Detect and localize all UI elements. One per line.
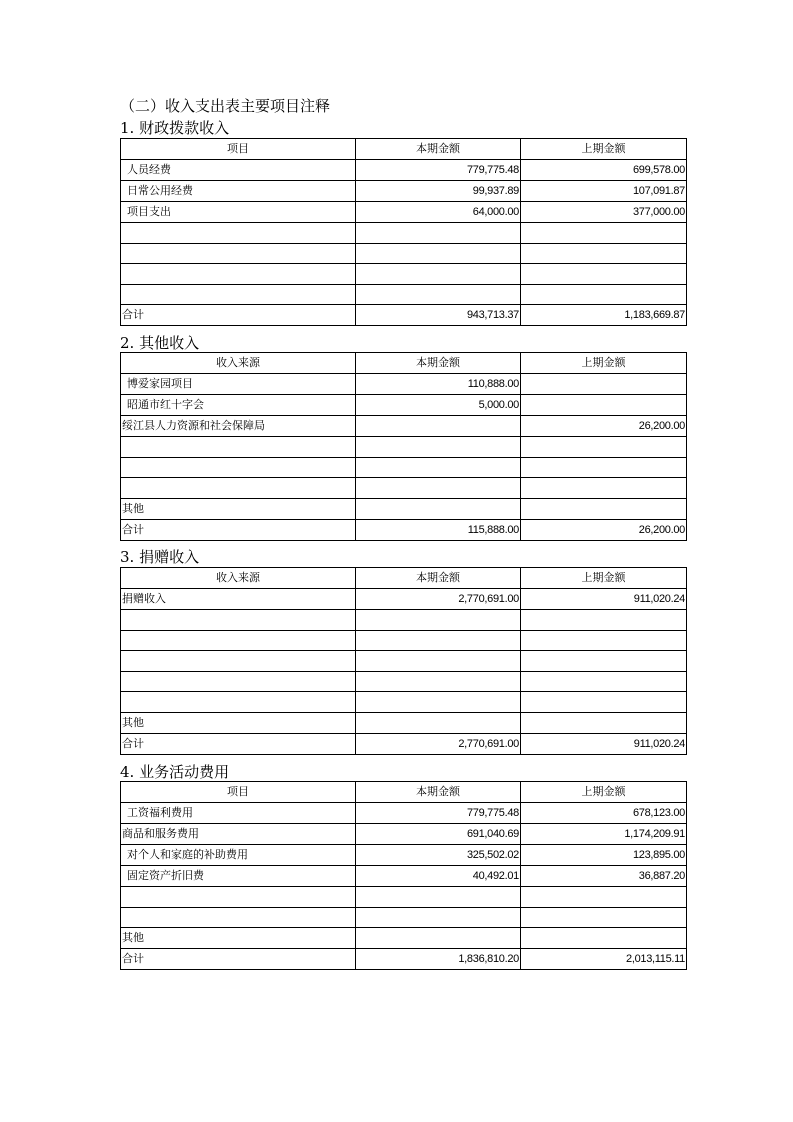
row-label: 合计 — [121, 949, 356, 970]
notes-table — [120, 567, 687, 755]
table-row — [121, 845, 687, 866]
previous-amount: 1,183,669.87 — [521, 305, 687, 326]
previous-amount — [521, 928, 687, 949]
row-label: 合计 — [121, 305, 356, 326]
table-row — [121, 803, 687, 824]
previous-amount — [521, 498, 687, 519]
previous-amount: 36,887.20 — [521, 866, 687, 887]
column-header: 收入来源 — [121, 353, 356, 374]
current-amount: 779,775.48 — [356, 803, 521, 824]
table-row — [121, 284, 687, 305]
table-row — [121, 866, 687, 887]
table-row — [121, 395, 687, 416]
previous-amount: 107,091.87 — [521, 181, 687, 202]
row-label — [121, 907, 356, 928]
current-amount: 110,888.00 — [356, 374, 521, 395]
previous-amount — [521, 223, 687, 244]
row-label: 项目支出 — [121, 202, 356, 223]
current-amount — [356, 928, 521, 949]
total-row — [121, 519, 687, 540]
current-amount — [356, 671, 521, 692]
current-amount: 779,775.48 — [356, 160, 521, 181]
previous-amount: 911,020.24 — [521, 733, 687, 754]
previous-amount: 911,020.24 — [521, 589, 687, 610]
table-row — [121, 478, 687, 499]
table-row — [121, 651, 687, 672]
column-header: 本期金额 — [356, 353, 521, 374]
table-row — [121, 589, 687, 610]
notes-table — [120, 352, 687, 541]
table-row — [121, 498, 687, 519]
previous-amount — [521, 887, 687, 908]
current-amount — [356, 478, 521, 499]
table-row — [121, 671, 687, 692]
current-amount: 1,836,810.20 — [356, 949, 521, 970]
row-label — [121, 243, 356, 264]
column-header: 本期金额 — [356, 782, 521, 803]
row-label: 其他 — [121, 712, 356, 733]
column-header: 项目 — [121, 139, 356, 160]
row-label — [121, 223, 356, 244]
table-row — [121, 692, 687, 713]
table-row — [121, 160, 687, 181]
table-row — [121, 907, 687, 928]
table-row — [121, 610, 687, 631]
row-label: 昭通市红十字会 — [121, 395, 356, 416]
total-row — [121, 305, 687, 326]
row-label: 捐赠收入 — [121, 589, 356, 610]
row-label: 商品和服务费用 — [121, 824, 356, 845]
current-amount: 943,713.37 — [356, 305, 521, 326]
current-amount — [356, 887, 521, 908]
table-row — [121, 223, 687, 244]
row-label: 博爱家园项目 — [121, 374, 356, 395]
row-label — [121, 651, 356, 672]
previous-amount — [521, 712, 687, 733]
table-row — [121, 243, 687, 264]
section-title: 3. 捐赠收入 — [120, 548, 200, 566]
row-label — [121, 264, 356, 285]
current-amount — [356, 457, 521, 478]
current-amount — [356, 284, 521, 305]
previous-amount — [521, 457, 687, 478]
previous-amount — [521, 395, 687, 416]
total-row — [121, 733, 687, 754]
table-header-row — [121, 568, 687, 589]
previous-amount — [521, 374, 687, 395]
notes-table — [120, 138, 687, 326]
row-label: 人员经费 — [121, 160, 356, 181]
row-label — [121, 692, 356, 713]
previous-amount: 678,123.00 — [521, 803, 687, 824]
previous-amount — [521, 671, 687, 692]
current-amount: 691,040.69 — [356, 824, 521, 845]
table-row — [121, 202, 687, 223]
total-row — [121, 949, 687, 970]
previous-amount: 1,174,209.91 — [521, 824, 687, 845]
current-amount — [356, 907, 521, 928]
current-amount — [356, 243, 521, 264]
row-label: 日常公用经费 — [121, 181, 356, 202]
previous-amount: 699,578.00 — [521, 160, 687, 181]
previous-amount — [521, 610, 687, 631]
current-amount: 2,770,691.00 — [356, 589, 521, 610]
current-amount: 5,000.00 — [356, 395, 521, 416]
table-row — [121, 181, 687, 202]
section-title: 2. 其他收入 — [120, 334, 200, 352]
row-label — [121, 478, 356, 499]
current-amount — [356, 651, 521, 672]
column-header: 上期金额 — [521, 139, 687, 160]
row-label — [121, 437, 356, 458]
previous-amount: 2,013,115.11 — [521, 949, 687, 970]
table-header-row — [121, 353, 687, 374]
table-row — [121, 374, 687, 395]
row-label — [121, 284, 356, 305]
current-amount — [356, 630, 521, 651]
row-label — [121, 457, 356, 478]
previous-amount — [521, 907, 687, 928]
row-label: 其他 — [121, 498, 356, 519]
table-row — [121, 887, 687, 908]
current-amount: 64,000.00 — [356, 202, 521, 223]
current-amount: 99,937.89 — [356, 181, 521, 202]
current-amount: 2,770,691.00 — [356, 733, 521, 754]
column-header: 本期金额 — [356, 139, 521, 160]
page-title: （二）收入支出表主要项目注释 — [120, 97, 331, 115]
table-header-row — [121, 782, 687, 803]
previous-amount — [521, 651, 687, 672]
current-amount: 115,888.00 — [356, 519, 521, 540]
column-header: 收入来源 — [121, 568, 356, 589]
current-amount — [356, 264, 521, 285]
row-label: 工资福利费用 — [121, 803, 356, 824]
table-row — [121, 437, 687, 458]
row-label: 合计 — [121, 519, 356, 540]
row-label: 对个人和家庭的补助费用 — [121, 845, 356, 866]
current-amount — [356, 610, 521, 631]
previous-amount — [521, 284, 687, 305]
current-amount — [356, 498, 521, 519]
section-title: 1. 财政拨款收入 — [120, 119, 230, 137]
table-row — [121, 630, 687, 651]
column-header: 本期金额 — [356, 568, 521, 589]
row-label: 其他 — [121, 928, 356, 949]
table-row — [121, 416, 687, 437]
current-amount — [356, 416, 521, 437]
table-row — [121, 712, 687, 733]
column-header: 上期金额 — [521, 568, 687, 589]
previous-amount: 26,200.00 — [521, 416, 687, 437]
row-label: 绥江县人力资源和社会保障局 — [121, 416, 356, 437]
notes-table — [120, 781, 687, 970]
current-amount — [356, 437, 521, 458]
row-label — [121, 630, 356, 651]
row-label — [121, 671, 356, 692]
table-header-row — [121, 139, 687, 160]
table-row — [121, 824, 687, 845]
current-amount — [356, 712, 521, 733]
table-row — [121, 264, 687, 285]
previous-amount — [521, 630, 687, 651]
column-header: 项目 — [121, 782, 356, 803]
current-amount: 40,492.01 — [356, 866, 521, 887]
table-row — [121, 457, 687, 478]
table-row — [121, 928, 687, 949]
current-amount — [356, 223, 521, 244]
row-label — [121, 610, 356, 631]
previous-amount: 377,000.00 — [521, 202, 687, 223]
previous-amount — [521, 478, 687, 499]
row-label — [121, 887, 356, 908]
previous-amount — [521, 437, 687, 458]
previous-amount — [521, 692, 687, 713]
column-header: 上期金额 — [521, 782, 687, 803]
previous-amount — [521, 243, 687, 264]
previous-amount — [521, 264, 687, 285]
previous-amount: 123,895.00 — [521, 845, 687, 866]
current-amount: 325,502.02 — [356, 845, 521, 866]
section-title: 4. 业务活动费用 — [120, 763, 230, 781]
row-label: 固定资产折旧费 — [121, 866, 356, 887]
previous-amount: 26,200.00 — [521, 519, 687, 540]
current-amount — [356, 692, 521, 713]
column-header: 上期金额 — [521, 353, 687, 374]
row-label: 合计 — [121, 733, 356, 754]
